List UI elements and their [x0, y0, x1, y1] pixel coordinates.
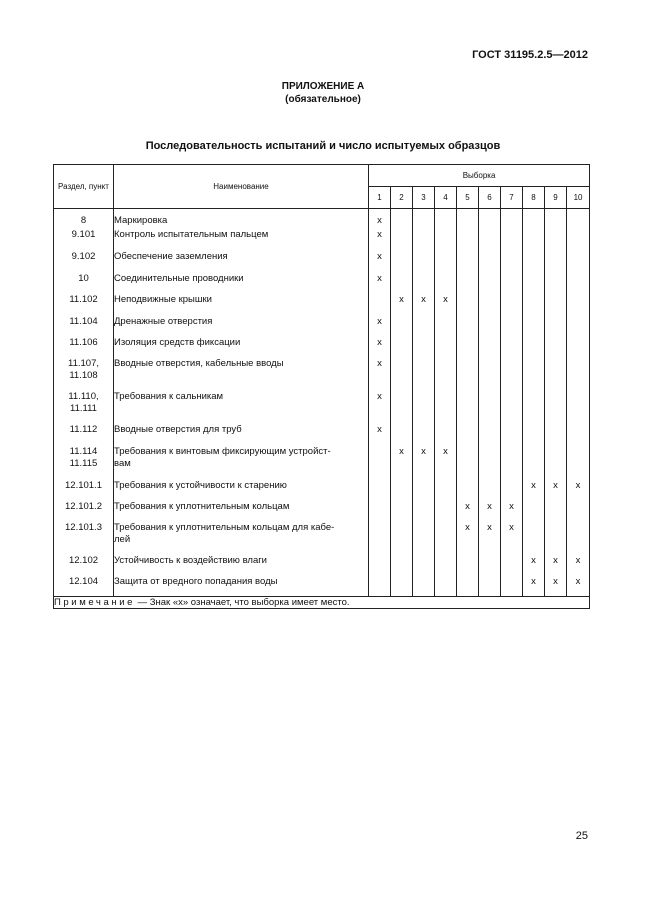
sample-mark: x — [479, 522, 501, 555]
sample-mark — [457, 358, 479, 391]
sample-mark — [545, 424, 567, 446]
sample-number: 9 — [545, 187, 567, 209]
sample-mark — [567, 358, 590, 391]
section-cell: 12.101.3 — [54, 522, 114, 555]
sample-mark — [479, 209, 501, 229]
sample-mark — [567, 522, 590, 555]
sample-mark — [457, 424, 479, 446]
header-name: Наименование — [114, 165, 369, 209]
table-row — [54, 209, 590, 229]
table-row — [54, 555, 590, 576]
sample-mark — [501, 273, 523, 294]
sample-mark — [523, 501, 545, 522]
sample-number: 2 — [391, 187, 413, 209]
sample-mark — [501, 316, 523, 337]
sample-mark — [391, 337, 413, 358]
sample-mark — [457, 337, 479, 358]
appendix-status: (обязательное) — [285, 94, 361, 105]
sample-mark — [457, 229, 479, 251]
table-row — [54, 337, 590, 358]
sample-number: 1 — [369, 187, 391, 209]
name-cell: Изоляция средств фиксации — [114, 337, 369, 358]
section-cell: 11.104 — [54, 316, 114, 337]
section-cell: 11.106 — [54, 337, 114, 358]
sample-mark — [391, 576, 413, 597]
sample-mark — [523, 251, 545, 273]
sample-mark — [501, 229, 523, 251]
sample-number: 6 — [479, 187, 501, 209]
sample-mark — [567, 391, 590, 424]
sample-mark — [567, 294, 590, 316]
sample-mark: x — [501, 522, 523, 555]
sample-mark: x — [391, 294, 413, 316]
table-row — [54, 424, 590, 446]
section-cell: 10 — [54, 273, 114, 294]
sample-mark — [391, 555, 413, 576]
sample-mark — [457, 576, 479, 597]
sample-mark — [545, 446, 567, 480]
section-cell: 9.102 — [54, 251, 114, 273]
name-cell: Требования к сальникам — [114, 391, 369, 424]
sample-mark: x — [501, 501, 523, 522]
sample-mark — [567, 229, 590, 251]
sample-mark — [479, 480, 501, 501]
sample-mark — [523, 337, 545, 358]
sample-mark — [501, 391, 523, 424]
sample-mark — [413, 358, 435, 391]
section-cell: 8 — [54, 209, 114, 229]
sample-mark — [545, 337, 567, 358]
document-code: ГОСТ 31195.2.5—2012 — [472, 49, 588, 61]
sample-mark — [391, 358, 413, 391]
name-cell: Вводные отверстия, кабельные вводы — [114, 358, 369, 391]
sample-mark — [435, 209, 457, 229]
sample-mark — [479, 555, 501, 576]
sample-mark — [457, 555, 479, 576]
sample-mark — [435, 251, 457, 273]
table-row — [54, 501, 590, 522]
sample-mark — [501, 251, 523, 273]
sample-mark — [545, 522, 567, 555]
sample-mark — [413, 229, 435, 251]
sample-mark — [567, 251, 590, 273]
sample-mark — [479, 229, 501, 251]
sample-mark: x — [369, 251, 391, 273]
table-row — [54, 316, 590, 337]
sample-mark — [479, 391, 501, 424]
sample-mark — [369, 501, 391, 522]
sample-mark — [457, 273, 479, 294]
name-cell: Дренажные отверстия — [114, 316, 369, 337]
sample-mark — [435, 555, 457, 576]
table-row — [54, 229, 590, 251]
sample-mark — [457, 446, 479, 480]
sample-mark — [501, 424, 523, 446]
sample-mark — [523, 294, 545, 316]
sample-mark — [413, 522, 435, 555]
table-row — [54, 358, 590, 391]
header-samples: Выборка — [369, 165, 590, 187]
sample-mark — [567, 337, 590, 358]
sample-mark — [457, 316, 479, 337]
sample-mark — [369, 446, 391, 480]
section-cell: 11.107, 11.108 — [54, 358, 114, 391]
sample-mark — [567, 209, 590, 229]
sample-mark — [567, 316, 590, 337]
tests-table — [53, 164, 590, 609]
sample-number: 3 — [413, 187, 435, 209]
table-title: Последовательность испытаний и число испытуемых образцов — [145, 140, 501, 152]
sample-mark — [413, 251, 435, 273]
name-cell: Маркировка — [114, 209, 369, 229]
sample-mark — [501, 555, 523, 576]
table-row — [54, 576, 590, 597]
sample-mark — [523, 446, 545, 480]
sample-mark — [523, 316, 545, 337]
sample-mark — [501, 358, 523, 391]
sample-mark — [391, 501, 413, 522]
sample-number: 5 — [457, 187, 479, 209]
sample-mark — [413, 391, 435, 424]
table-row — [54, 294, 590, 316]
section-cell: 11.114 11.115 — [54, 446, 114, 480]
section-cell: 11.112 — [54, 424, 114, 446]
sample-mark: x — [457, 522, 479, 555]
table-body — [54, 209, 590, 597]
name-cell: Устойчивость к воздействию влаги — [114, 555, 369, 576]
sample-number: 4 — [435, 187, 457, 209]
sample-mark — [391, 229, 413, 251]
section-cell: 12.101.2 — [54, 501, 114, 522]
sample-mark — [457, 294, 479, 316]
name-cell: Требования к уплотнительным кольцам — [114, 501, 369, 522]
sample-mark — [435, 229, 457, 251]
sample-mark — [369, 522, 391, 555]
name-cell: Защита от вредного попадания воды — [114, 576, 369, 597]
name-cell: Соединительные проводники — [114, 273, 369, 294]
sample-mark — [435, 522, 457, 555]
sample-mark — [545, 251, 567, 273]
sample-mark: x — [413, 294, 435, 316]
page-number: 25 — [575, 830, 588, 842]
section-cell: 11.102 — [54, 294, 114, 316]
table-row — [54, 273, 590, 294]
sample-mark — [413, 316, 435, 337]
sample-mark — [391, 316, 413, 337]
sample-mark — [435, 480, 457, 501]
sample-mark — [457, 251, 479, 273]
sample-mark — [413, 576, 435, 597]
sample-mark — [501, 337, 523, 358]
table-note — [54, 597, 590, 609]
sample-mark: x — [369, 316, 391, 337]
sample-mark — [479, 316, 501, 337]
sample-mark: x — [369, 337, 391, 358]
sample-mark — [479, 424, 501, 446]
sample-mark — [523, 424, 545, 446]
appendix-heading — [0, 80, 646, 106]
sample-mark — [479, 294, 501, 316]
sample-mark — [391, 424, 413, 446]
sample-mark — [523, 273, 545, 294]
sample-mark — [567, 446, 590, 480]
sample-mark — [523, 522, 545, 555]
sample-mark — [523, 229, 545, 251]
sample-mark — [479, 446, 501, 480]
section-cell: 12.101.1 — [54, 480, 114, 501]
sample-mark: x — [413, 446, 435, 480]
sample-mark — [567, 424, 590, 446]
sample-mark — [457, 209, 479, 229]
sample-mark — [567, 273, 590, 294]
name-cell: Требования к винтовым фиксирующим устройст- вам — [114, 446, 369, 480]
sample-mark — [479, 337, 501, 358]
sample-mark — [435, 501, 457, 522]
sample-mark: x — [523, 576, 545, 597]
sample-mark — [413, 424, 435, 446]
sample-mark — [523, 391, 545, 424]
sample-mark — [501, 294, 523, 316]
sample-mark — [545, 209, 567, 229]
sample-mark — [479, 273, 501, 294]
table-row — [54, 446, 590, 480]
sample-mark — [545, 358, 567, 391]
sample-number: 7 — [501, 187, 523, 209]
sample-mark — [369, 294, 391, 316]
table-row — [54, 522, 590, 555]
sample-mark: x — [391, 446, 413, 480]
name-cell: Требования к устойчивости к старению — [114, 480, 369, 501]
sample-mark: x — [457, 501, 479, 522]
sample-mark: x — [567, 555, 590, 576]
name-cell: Требования к уплотнительным кольцам для кабе- лей — [114, 522, 369, 555]
name-cell: Неподвижные крышки — [114, 294, 369, 316]
section-cell: 9.101 — [54, 229, 114, 251]
sample-mark — [413, 480, 435, 501]
sample-mark — [413, 555, 435, 576]
sample-mark: x — [523, 480, 545, 501]
section-cell: 12.104 — [54, 576, 114, 597]
appendix-title: ПРИЛОЖЕНИЕ А — [281, 81, 365, 92]
sample-mark — [391, 391, 413, 424]
sample-mark: x — [545, 555, 567, 576]
sample-mark — [413, 209, 435, 229]
sample-mark — [479, 251, 501, 273]
sample-mark — [545, 273, 567, 294]
sample-mark — [391, 522, 413, 555]
header-section: Раздел, пункт — [54, 165, 114, 209]
sample-mark — [435, 273, 457, 294]
sample-mark: x — [479, 501, 501, 522]
sample-mark — [369, 480, 391, 501]
sample-mark: x — [435, 446, 457, 480]
sample-mark — [391, 480, 413, 501]
sample-number: 8 — [523, 187, 545, 209]
note-label: Примечание — [54, 597, 135, 608]
sample-mark — [413, 501, 435, 522]
sample-mark — [501, 209, 523, 229]
sample-mark — [457, 391, 479, 424]
sample-mark: x — [435, 294, 457, 316]
sample-mark: x — [545, 576, 567, 597]
sample-mark — [479, 358, 501, 391]
sample-mark — [545, 294, 567, 316]
sample-mark — [435, 358, 457, 391]
sample-mark — [413, 273, 435, 294]
sample-mark — [501, 480, 523, 501]
name-cell: Вводные отверстия для труб — [114, 424, 369, 446]
sample-mark — [369, 576, 391, 597]
sample-mark — [435, 337, 457, 358]
sample-mark — [391, 251, 413, 273]
sample-mark — [435, 576, 457, 597]
sample-mark: x — [567, 480, 590, 501]
table-row — [54, 391, 590, 424]
sample-mark — [391, 209, 413, 229]
sample-mark: x — [369, 358, 391, 391]
sample-mark: x — [369, 391, 391, 424]
name-cell: Контроль испытательным пальцем — [114, 229, 369, 251]
sample-mark — [501, 576, 523, 597]
section-cell: 12.102 — [54, 555, 114, 576]
sample-mark: x — [369, 273, 391, 294]
sample-mark — [479, 576, 501, 597]
sample-mark: x — [369, 424, 391, 446]
sample-mark — [523, 358, 545, 391]
name-cell: Обеспечение заземления — [114, 251, 369, 273]
sample-mark — [545, 391, 567, 424]
sample-mark — [457, 480, 479, 501]
sample-number: 10 — [567, 187, 590, 209]
sample-mark: x — [369, 229, 391, 251]
sample-mark — [435, 316, 457, 337]
sample-mark — [391, 273, 413, 294]
sample-mark: x — [369, 209, 391, 229]
table-row — [54, 251, 590, 273]
sample-mark — [545, 229, 567, 251]
sample-mark: x — [523, 555, 545, 576]
section-cell: 11.110, 11.111 — [54, 391, 114, 424]
sample-mark — [413, 337, 435, 358]
sample-mark — [501, 446, 523, 480]
sample-mark — [523, 209, 545, 229]
sample-mark — [545, 316, 567, 337]
sample-mark — [567, 501, 590, 522]
sample-mark: x — [567, 576, 590, 597]
sample-mark — [369, 555, 391, 576]
table-row — [54, 480, 590, 501]
sample-mark — [545, 501, 567, 522]
sample-mark — [435, 391, 457, 424]
sample-mark: x — [545, 480, 567, 501]
note-text: — Знак «x» означает, что выборка имеет место. — [135, 597, 350, 608]
sample-mark — [435, 424, 457, 446]
